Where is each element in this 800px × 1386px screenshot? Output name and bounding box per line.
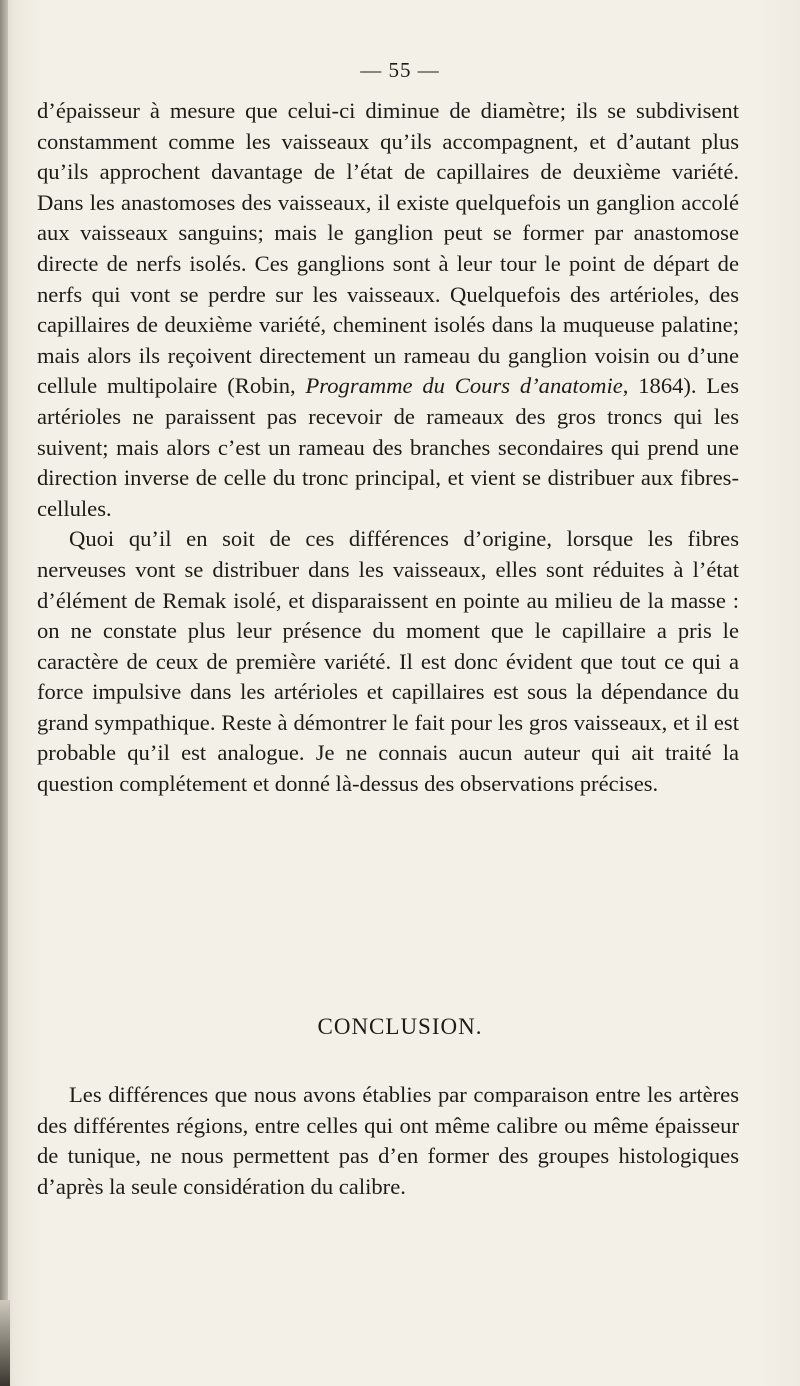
conclusion-text — [37, 1080, 739, 1202]
section-heading: CONCLUSION. — [317, 1014, 483, 1039]
paragraph-2: Quoi qu’il en soit de ces différences d’origine, lorsque les fibres nerveuses vont se distribuer dans les vaisseaux, elles sont réduites à l’état d’élément de Remak isolé, et disparaissent en pointe au milieu de la masse : on ne constate plus leur présence du moment que le capillaire a pris le caractère de ceux de première variété. Il est donc évident que tout ce qui a force impulsive dans les artérioles et capillaires est sous la dépendance du grand sympathique. Reste à démontrer le fait pour les gros vaisseaux, et il est probable qu’il est analogue. Je ne connais aucun auteur qui ait traité la question complétement et donné là-dessus des observations précises. — [37, 526, 739, 797]
body-text — [37, 96, 739, 800]
page-number: — 55 — — [360, 58, 440, 82]
paragraph-1-text-b: , 1864). Les artérioles ne paraissent pas recevoir de rameaux des gros troncs qui les suivent; mais alors c’est un rameau des branches secondaires qui prend une direction inverse de celle du tronc principal, et vient se distribuer aux fibres-cellules. — [37, 373, 740, 521]
book-title-italic: Programme du Cours d’anatomie — [305, 373, 623, 399]
paragraph-3: Les différences que nous avons établies par comparaison entre les artères des différentes régions, entre celles qui ont même calibre ou même épaisseur de tunique, ne nous permettent pas d’en former des groupes histologiques d’après la seule considération du calibre. — [37, 1082, 739, 1199]
binding-shadow — [0, 1300, 10, 1386]
binding-edge — [0, 0, 8, 1386]
paragraph-1-text-a: d’épaisseur à mesure que celui-ci diminue de diamètre; ils se subdivisent constamment comme les vaisseaux qu’ils accompagnent, et d’autant plus qu’ils approchent davantage de l’état de capillaires de deuxième variété. Dans les anastomoses des vaisseaux, il existe quelquefois un ganglion accolé aux vaisseaux sanguins; mais le ganglion peut se former par anastomose directe de nerfs isolés. Ces ganglions sont à leur tour le point de départ de nerfs qui vont se perdre sur les vaisseaux. Quelquefois des artérioles, des capillaires de deuxième variété, cheminent isolés dans la muqueuse palatine; mais alors ils reçoivent directement un rameau du ganglion voisin ou d’une cellule multipolaire (Robin, — [37, 98, 739, 399]
paragraph-1 — [37, 96, 739, 524]
